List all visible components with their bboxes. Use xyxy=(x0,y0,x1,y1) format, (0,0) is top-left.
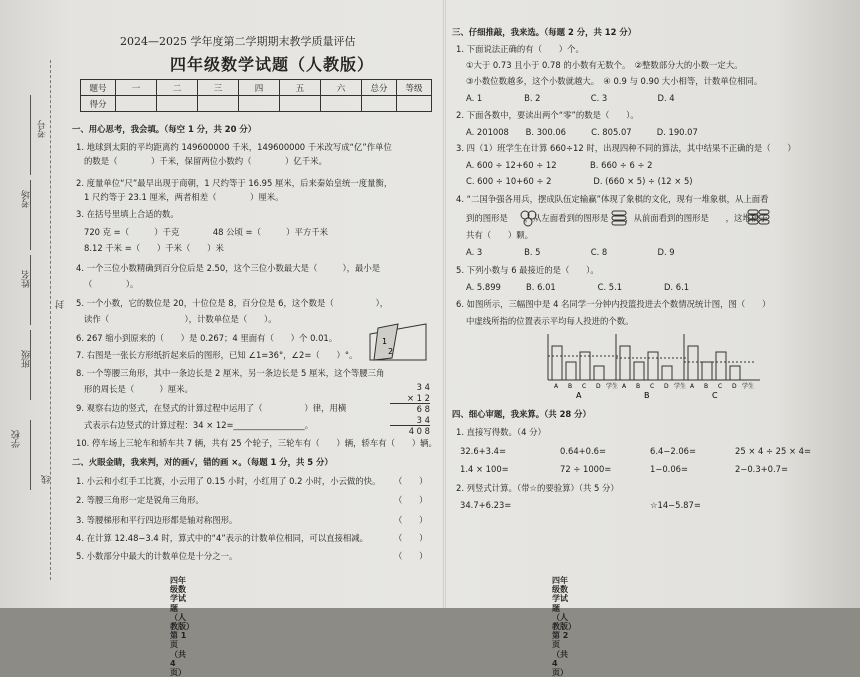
section-1-title: 一、用心思考，我会填。（每空 1 分，共 20 分） xyxy=(72,124,257,134)
chess-front-view-icon xyxy=(746,208,772,228)
axis-label: 学生 xyxy=(606,383,619,390)
question-line: 10. 停车场上三轮车和轿车共 7 辆，共有 25 个轮子，三轮车有（ ）辆，轿车有（ ）辆。 xyxy=(76,438,437,448)
axis-tick: B xyxy=(636,383,641,390)
exam-no-line xyxy=(30,95,31,175)
score-table-header-row xyxy=(81,80,432,96)
question-line: 到的图形是 ，从左面看到的图形是 ，从前面看到的图形是 ，这堆棋子 xyxy=(466,213,768,223)
question-line: 中虚线所指的位置表示平均每人投进的个数。 xyxy=(466,316,634,326)
question-line: 1 尺约等于 23.1 厘米，两者相差（ ）厘米。 xyxy=(84,192,284,202)
question-options: C. 600 ÷ 10+60 ÷ 2 D. (660 × 5) ÷ (12 × 5) xyxy=(466,176,693,186)
judge-answer-paren[interactable]: （ ） xyxy=(394,476,428,486)
question-line: 720 克 =（ ）千克 48 公顷 =（ ）平方千米 xyxy=(84,227,328,237)
score-cell: 等级 xyxy=(397,80,432,96)
axis-tick: B xyxy=(568,383,573,390)
judge-answer-paren[interactable]: （ ） xyxy=(394,533,428,543)
chess-left-view-icon xyxy=(610,209,628,227)
exam-no-label: 考号 xyxy=(38,120,48,138)
vertical-multiplication xyxy=(390,382,430,437)
axis-tick: D xyxy=(732,383,737,390)
page-footer-1: 四年级数学试题（人教版） 第 1 页（共 4 页） xyxy=(170,576,198,677)
section-2-title: 二、火眼金睛，我来判，对的画√，错的画 ×。（每题 1 分，共 5 分） xyxy=(72,457,333,467)
question-line: 2. 下面各数中，要读出两个“零”的数是（ ）。 xyxy=(456,110,639,120)
question-line: 6. 如图所示，三幅图中是 4 名同学一分钟内投篮投进去个数情况统计图，图（ ） xyxy=(456,299,771,309)
question-line: 8.12 千米 =（ ）千米（ ）米 xyxy=(84,243,224,253)
score-input-cell[interactable] xyxy=(280,96,321,112)
question-options: A. 5.899 B. 6.01 C. 5.1 D. 6.1 xyxy=(466,282,690,292)
axis-tick: A xyxy=(622,383,627,390)
score-input-cell[interactable] xyxy=(239,96,280,112)
judge-item: 4. 在计算 12.48−3.4 时，算式中的“4”表示的计数单位相同，可以直接相减。 xyxy=(76,533,369,543)
score-input-cell[interactable] xyxy=(397,96,432,112)
calc-item[interactable]: 1−0.06= xyxy=(650,464,689,474)
calc-item[interactable]: 0.64+0.6= xyxy=(560,446,607,456)
calc-instruction: 1. 直接写得数。（4 分） xyxy=(456,427,546,437)
question-line: 4. “二国争强各用兵，摆成队伍定输赢”体现了象棋的文化，现有一堆象棋，从上面看 xyxy=(456,194,769,204)
judge-item: 1. 小云和小红手工比赛，小云用了 0.15 小时，小红用了 0.2 小时，小云做的快。 xyxy=(76,476,381,486)
calc-item[interactable]: 72 ÷ 1000= xyxy=(560,464,612,474)
score-cell: 题号 xyxy=(81,80,116,96)
calc-item[interactable]: 25 × 4 ÷ 25 × 4= xyxy=(735,446,812,456)
vertical-calc-item[interactable]: 34.7+6.23= xyxy=(460,500,512,510)
chess-top-view-icon xyxy=(519,209,537,227)
axis-tick: A xyxy=(690,383,695,390)
score-input-cell[interactable] xyxy=(116,96,157,112)
judge-answer-paren[interactable]: （ ） xyxy=(394,495,428,505)
score-cell: 得分 xyxy=(81,96,116,112)
score-cell: 六 xyxy=(321,80,362,96)
question-line: 3. 在括号里填上合适的数。 xyxy=(76,209,179,219)
room-label: 考场 xyxy=(22,190,32,208)
angle-label: 1 xyxy=(382,337,388,346)
score-input-cell[interactable] xyxy=(321,96,362,112)
question-line: 3. 四（1）班学生在计算 660÷12 时，出现四种不同的算法，其中结果不正确的是（ ） xyxy=(456,143,796,153)
score-cell: 三 xyxy=(198,80,239,96)
question-line: 9. 观察右边的竖式，在竖式的计算过程中运用了（ ）律，用横 xyxy=(76,403,347,413)
calc-row: 4 0 8 xyxy=(408,426,430,436)
calc-row: × 1 2 xyxy=(390,393,430,405)
question-line: 8. 一个等腰三角形，其中一条边长是 2 厘米，另一条边长是 5 厘米，这个等腰三角 xyxy=(76,368,385,378)
school-line xyxy=(30,420,31,490)
question-options: A. 3 B. 5 C. 8 D. 9 xyxy=(466,247,675,257)
chart-label: A xyxy=(576,391,582,398)
question-line: 5. 下列小数与 6 最接近的是（ ）。 xyxy=(456,265,599,275)
axis-tick: B xyxy=(704,383,709,390)
angle-label: 2 xyxy=(388,347,394,356)
score-table xyxy=(80,79,432,112)
question-line: 的数是（ ）千米，保留两位小数约（ ）亿千米。 xyxy=(84,156,327,166)
question-options: A. 600 ÷ 12+60 ÷ 12 B. 660 ÷ 6 ÷ 2 xyxy=(466,160,653,170)
judge-answer-paren[interactable]: （ ） xyxy=(394,515,428,525)
score-cell: 四 xyxy=(239,80,280,96)
question-options: A. 201008 B. 300.06 C. 805.07 D. 190.07 xyxy=(466,127,698,137)
section-3-title: 三、仔细推敲，我来选。（每题 2 分，共 12 分） xyxy=(452,27,637,37)
question-line: 6. 267 缩小到原来的（ ）是 0.267；4 里面有（ ）个 0.01。 xyxy=(76,333,338,343)
axis-tick: A xyxy=(554,383,559,390)
axis-tick: C xyxy=(718,383,723,390)
judge-item: 5. 小数部分中最大的计数单位是十分之一。 xyxy=(76,551,238,561)
page-footer-2: 四年级数学试题（人教版） 第 2 页（共 4 页） xyxy=(552,576,580,677)
score-cell: 二 xyxy=(157,80,198,96)
question-line: 7. 右图是一张长方形纸折起来后的图形，已知 ∠1=36°，∠2=（ ）°。 xyxy=(76,350,358,360)
question-line: 5. 一个小数，它的数位是 20，十位位是 8，百分位是 6，这个数是（ ）， xyxy=(76,298,389,308)
chart-label: C xyxy=(712,391,718,398)
score-input-cell[interactable] xyxy=(157,96,198,112)
exam-title: 2024—2025 学年度第二学期期末教学质量评估 xyxy=(120,35,356,48)
vertical-calc-instruction: 2. 列竖式计算。（带☆的要验算）（共 5 分） xyxy=(456,483,619,493)
score-input-cell[interactable] xyxy=(198,96,239,112)
cut-line xyxy=(50,60,51,580)
section-4-title: 四、细心审题，我来算。（共 28 分） xyxy=(452,409,591,419)
score-cell: 一 xyxy=(116,80,157,96)
question-line: 4. 一个三位小数精确到百分位后是 2.50，这个三位小数最大是（ ），最小是 xyxy=(76,263,381,273)
axis-tick: D xyxy=(596,383,601,390)
axis-label: 学生 xyxy=(674,383,687,390)
axis-tick: C xyxy=(582,383,587,390)
question-line: 1. 地球到太阳的平均距离约 149600000 千米，149600000 千米改写成“亿”作单位 xyxy=(76,142,392,152)
seal-label: 封 xyxy=(56,300,66,309)
question-options: A. 1 B. 2 C. 3 D. 4 xyxy=(466,93,675,103)
score-cell: 五 xyxy=(280,80,321,96)
exam-subtitle: 四年级数学试题（人教版） xyxy=(170,55,375,74)
calc-row: 3 4 xyxy=(390,415,430,427)
vertical-calc-item[interactable]: ☆14−5.87= xyxy=(650,500,701,510)
chart-label: B xyxy=(644,391,650,398)
axis-tick: C xyxy=(650,383,655,390)
axis-tick: D xyxy=(664,383,669,390)
judge-item: 2. 等腰三角形一定是锐角三角形。 xyxy=(76,495,204,505)
score-cell: 总分 xyxy=(362,80,397,96)
score-input-cell[interactable] xyxy=(362,96,397,112)
calc-item[interactable]: 2−0.3+0.7= xyxy=(735,464,789,474)
question-line: 2. 度量单位“尺”最早出现于商朝，1 尺约等于 16.95 厘米，后来秦始皇统一度量衡， xyxy=(76,178,393,188)
question-line: ①大于 0.73 且小于 0.78 的小数有无数个。 ②整数部分大的小数一定大。 xyxy=(466,60,743,70)
axis-label: 学生 xyxy=(742,383,755,390)
line-label: 线 xyxy=(42,475,52,484)
question-line: 共有（ ）颗。 xyxy=(466,230,533,240)
calc-item[interactable]: 1.4 × 100= xyxy=(460,464,509,474)
binding-strip xyxy=(0,0,72,608)
name-label: 姓名 xyxy=(22,270,32,288)
question-line: 式表示右边竖式的计算过程：34 × 12=_________________。 xyxy=(84,420,314,430)
question-line: 形的周长是（ ）厘米。 xyxy=(84,384,193,394)
class-label: 班级 xyxy=(22,350,32,368)
page-fold xyxy=(443,0,446,608)
calc-item[interactable]: 6.4−2.06= xyxy=(650,446,697,456)
question-line: （ ）。 xyxy=(84,279,139,289)
name-line xyxy=(30,255,31,325)
calc-item[interactable]: 32.6+3.4= xyxy=(460,446,507,456)
calc-row: 3 4 xyxy=(416,382,430,392)
score-table-score-row xyxy=(81,96,432,112)
folded-paper-figure xyxy=(368,322,428,362)
question-line: 读作（ ），计数单位是（ ）。 xyxy=(84,314,277,324)
judge-answer-paren[interactable]: （ ） xyxy=(394,551,428,561)
school-label: 学校 xyxy=(12,430,22,448)
question-line: ③小数位数越多，这个小数就越大。 ④ 0.9 与 0.90 大小相等，计数单位相同。 xyxy=(466,76,763,86)
judge-item: 3. 等腰梯形和平行四边形都是轴对称图形。 xyxy=(76,515,238,525)
calc-row: 6 8 xyxy=(416,404,430,414)
bar-chart-c xyxy=(676,332,762,398)
question-line: 1. 下面说法正确的有（ ）个。 xyxy=(456,44,584,54)
